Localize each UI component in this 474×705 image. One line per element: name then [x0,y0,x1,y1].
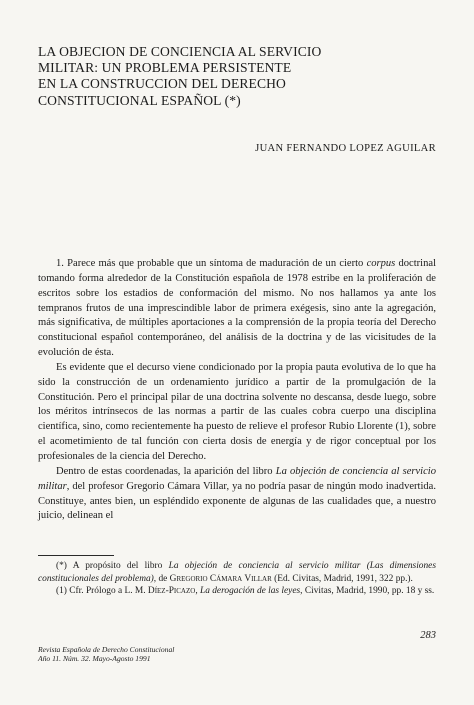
body-text [38,257,436,524]
page-number: 283 [420,630,436,641]
footnote-text: , [195,586,200,597]
title-line: LA OBJECION DE CONCIENCIA AL SERVICIO [38,44,322,59]
footnote-text: , de [153,573,170,584]
footnote-divider [38,555,114,556]
footnote-1 [38,585,436,598]
footnote-text: (Ed. Civitas, Madrid, 1991, 322 pp.). [271,573,413,584]
article-author: JUAN FERNANDO LOPEZ AGUILAR [255,143,436,154]
footnote-book-title: La derogación de las leyes [200,586,301,597]
journal-name: Revista Española de Derecho Constitucional [38,645,175,654]
paragraph-2: Es evidente que el decurso viene condicionado por la propia pauta evolutiva de lo que ha sido la construcción de un ordenamiento jurídico a partir de la promulgación de la Constitución. Pero el principal pilar de una doctrina solvente no descansa, desde luego, sobre los méritos intrínsecos de las normas a partir de las cuales cobra cuerpo una disciplina científica, sino, como recientemente ha puesto de relieve el profesor Rubio Llorente (1), sobre el acometimiento de tal función con cierta dosis de energía y de rigor conceptual por los profesionales de la ciencia del Derecho. [38,361,436,462]
paragraph-text: doctrinal tomando forma alrededor de la Constitución española de 1978 estribe en la proliferación de escritos sobre los estadios de conformación del mismo. No nos hallamos ya ante los tempranos frutos de una imprescindible labor de primera exégesis, sino ante la agregación, más significativa, de múltiples aportaciones a la comprensión de la propia teoría del Derecho constitucional español contemporáneo, del análisis de la doctrina y de las vicisitudes de la evolución de ésta. [38,258,436,359]
footnote-text: , Civitas, Madrid, 1990, pp. 18 y ss. [300,586,435,597]
footnote-author: Gregorio Cámara Villar [169,573,272,584]
footnote-book-title: La objeción de conciencia al servicio militar (Las dimensiones constitucionales del problema) [38,561,436,584]
footnotes [38,560,436,598]
title-line: CONSTITUCIONAL ESPAÑOL (*) [38,92,241,108]
footnote-star [38,560,436,585]
paragraph-text: Dentro de estas coordenadas, la aparición del libro [56,465,276,477]
paragraph-italic: La objeción de conciencia al servicio militar [38,465,436,492]
paragraph-italic: corpus [366,258,396,269]
journal-issue: Año 11. Núm. 32. Mayo-Agosto 1991 [38,654,151,663]
paragraph-text: 1. Parece más que probable que un síntoma de maduración de un cierto [56,258,367,269]
title-line: MILITAR: UN PROBLEMA PERSISTENTE [38,60,292,76]
paragraph-1 [38,257,436,361]
paragraph-3 [38,465,436,524]
journal-citation [38,645,174,663]
title-line: EN LA CONSTRUCCION DEL DERECHO [38,76,286,92]
footnote-author: Díez-Picazo [147,586,196,597]
article-title [38,44,438,109]
footnote-text: (*) A propósito del libro [56,561,169,571]
footnote-text: (1) Cfr. Prólogo a L. M. [56,586,148,597]
paragraph-text: , del profesor Gregorio Cámara Villar, ya no podría pasar de ningún modo inadvertida. Constituye, antes bien, un espléndido exponente de algunas de las cualidades que, a nuestro juicio, delinean el [38,480,436,522]
